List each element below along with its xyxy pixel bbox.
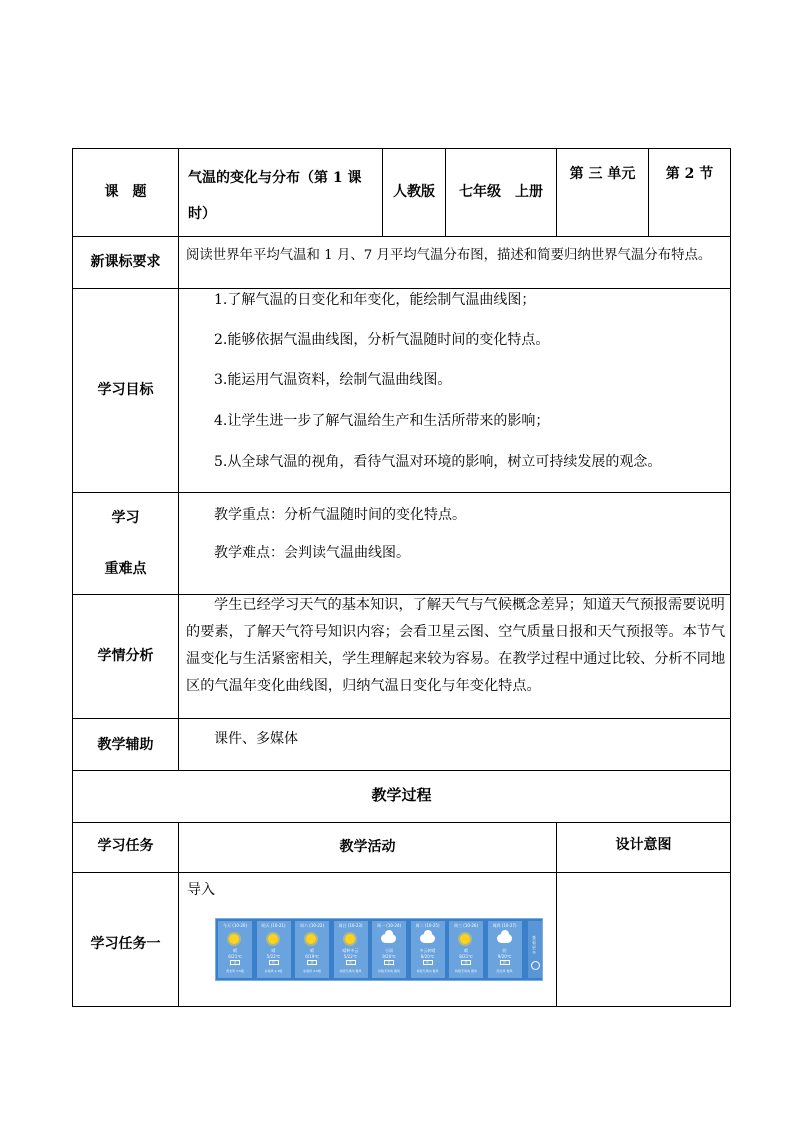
table-border: [72, 872, 731, 873]
weather-wind: 东南风 4-5级: [303, 969, 321, 973]
keypoints-label: 学习: [111, 510, 140, 526]
teaching-focus: 教学重点：分析气温随时间的变化特点。: [214, 507, 466, 523]
cloud-icon: [420, 934, 435, 943]
weather-temperature: 6/21℃: [228, 954, 242, 959]
more-button: [528, 921, 542, 978]
table-border: [72, 492, 731, 493]
air-quality-badge: 优: [230, 960, 240, 965]
weather-temperature: 8/20℃: [420, 954, 435, 959]
table-border: [72, 288, 731, 289]
col-intent-header: 设计意图: [615, 837, 672, 853]
weather-day: [334, 921, 368, 978]
weather-temperature: 6/19℃: [305, 954, 319, 959]
air-quality-badge: 优: [384, 960, 394, 965]
table-border: [730, 148, 731, 1007]
weather-wind: 持续无风向 微风: [378, 969, 400, 973]
air-quality-badge: 优: [269, 960, 279, 965]
weather-condition: 晴: [271, 948, 276, 953]
sun-icon: [268, 934, 278, 944]
weather-day: [411, 921, 445, 978]
aids-text: 课件、多媒体: [214, 731, 298, 747]
weather-wind: 持续无风向 微风: [416, 969, 439, 973]
teaching-difficulty: 教学难点：会判读气温曲线图。: [214, 545, 410, 561]
objective-item: 1.了解气温的日变化和年变化，能绘制气温曲线图；: [214, 292, 536, 308]
task1-label: 学习任务一: [90, 936, 161, 952]
weather-wind: 东南风 2-3级: [264, 969, 283, 973]
weather-forecast-image: [215, 918, 543, 981]
objective-item: 4.让学生进一步了解气温给生产和生活所带来的影响；: [214, 413, 550, 429]
weather-condition: 晴转多云: [342, 948, 359, 953]
weather-temperature: 5/22℃: [266, 954, 281, 959]
air-quality-badge: 优: [307, 960, 317, 965]
section: 第 2 节: [665, 166, 714, 182]
table-border: [72, 718, 731, 719]
table-border: [178, 148, 179, 770]
weather-condition: 晴: [310, 948, 314, 953]
table-border: [72, 1006, 731, 1007]
standard-label: 新课标要求: [90, 254, 161, 270]
intro-text: 导入: [187, 882, 215, 898]
weather-day-name: 周二 (10-25): [415, 923, 440, 928]
weather-temperature: 9/20℃: [497, 954, 512, 959]
cloud-icon: [381, 934, 396, 943]
weather-condition: 晴: [233, 948, 237, 953]
weather-condition: 晴: [464, 948, 468, 953]
weather-wind: 西北风 3-5级: [226, 969, 244, 973]
objectives-label: 学习目标: [97, 382, 154, 398]
standard-text: 阅读世界年平均气温和 1 月、7 月平均气温分布图，描述和简要归纳世界气温分布特点。: [186, 248, 712, 263]
sun-icon: [460, 934, 470, 944]
weather-day: [295, 921, 329, 978]
objective-item: 2.能够依据气温曲线图，分析气温随时间的变化特点。: [214, 332, 550, 348]
weather-day-name: 今天 (10-20): [222, 923, 247, 928]
weather-day: [257, 921, 291, 978]
header-label: 课 题: [104, 184, 147, 200]
weather-temperature: 9/20℃: [382, 954, 396, 959]
weather-wind: 持续无风向 微风: [455, 969, 477, 973]
air-quality-badge: 优: [461, 960, 471, 965]
weather-condition: 小雨: [385, 948, 393, 953]
aids-label: 教学辅助: [97, 737, 154, 753]
weather-condition: 阴: [502, 948, 507, 953]
weather-temperature: 8/21℃: [459, 954, 473, 959]
table-border: [648, 148, 649, 236]
grade: 七年级 上册: [459, 184, 543, 200]
cloud-icon: [497, 934, 512, 943]
table-border: [72, 236, 731, 237]
weather-day-name: 周六 (10-22): [299, 923, 324, 928]
weather-day-name: 周一 (10-24): [376, 923, 401, 928]
weather-day: [449, 921, 483, 978]
table-border: [72, 148, 731, 149]
objective-item: 3.能运用气温资料，绘制气温曲线图。: [214, 372, 452, 388]
analysis-text: 学生已经学习天气的基本知识，了解天气与气候概念差异；知道天气预报需要说明的要素，了解天气符号知识内容；会看卫星云图、空气质量日报和天气预报等。本节气温变化与生活紧密相关，学生理解起来较为容易。在教学过程中通过比较、分析不同地区的气温年变化曲线图，归纳气温日变化与年变化特点。: [186, 597, 726, 694]
sun-icon: [345, 934, 355, 944]
arrow-icon: [531, 961, 540, 970]
air-quality-badge: 优: [423, 960, 433, 965]
keypoints-label: 重难点: [104, 561, 147, 577]
col-activity-header: 教学活动: [339, 839, 396, 855]
weather-day-name: 周日 (10-23): [338, 923, 363, 928]
sun-icon: [306, 934, 316, 944]
weather-day-name: 周三 (10-26): [453, 923, 478, 928]
process-title: 教学过程: [371, 786, 432, 804]
weather-day-name: 周四 (10-27): [492, 923, 517, 928]
weather-temperature: 5/22℃: [343, 954, 358, 959]
table-border: [72, 822, 731, 823]
weather-day: [372, 921, 406, 978]
publisher: 人教版: [393, 184, 435, 200]
objective-item: 5.从全球气温的视角，看待气温对环境的影响，树立可持续发展的观念。: [214, 454, 662, 470]
weather-wind: 西北风 微风: [496, 969, 513, 973]
unit: 第 三 单元: [569, 166, 636, 182]
weather-condition: 多云转晴: [419, 948, 436, 953]
air-quality-badge: 优: [346, 960, 356, 965]
table-border: [556, 148, 557, 236]
more-label: 查看更多: [532, 935, 536, 955]
col-task-header: 学习任务: [97, 838, 154, 854]
weather-day-name: 明天 (10-21): [261, 923, 286, 928]
table-border: [72, 770, 731, 771]
weather-wind: 持续无风向 微风: [339, 969, 362, 973]
weather-day: [488, 921, 522, 978]
air-quality-badge: 优: [500, 960, 510, 965]
lesson-title: 气温的变化与分布（第 1 课时）: [188, 170, 362, 222]
sun-icon: [229, 934, 239, 944]
analysis-label: 学情分析: [97, 648, 154, 664]
weather-day: [218, 921, 252, 978]
